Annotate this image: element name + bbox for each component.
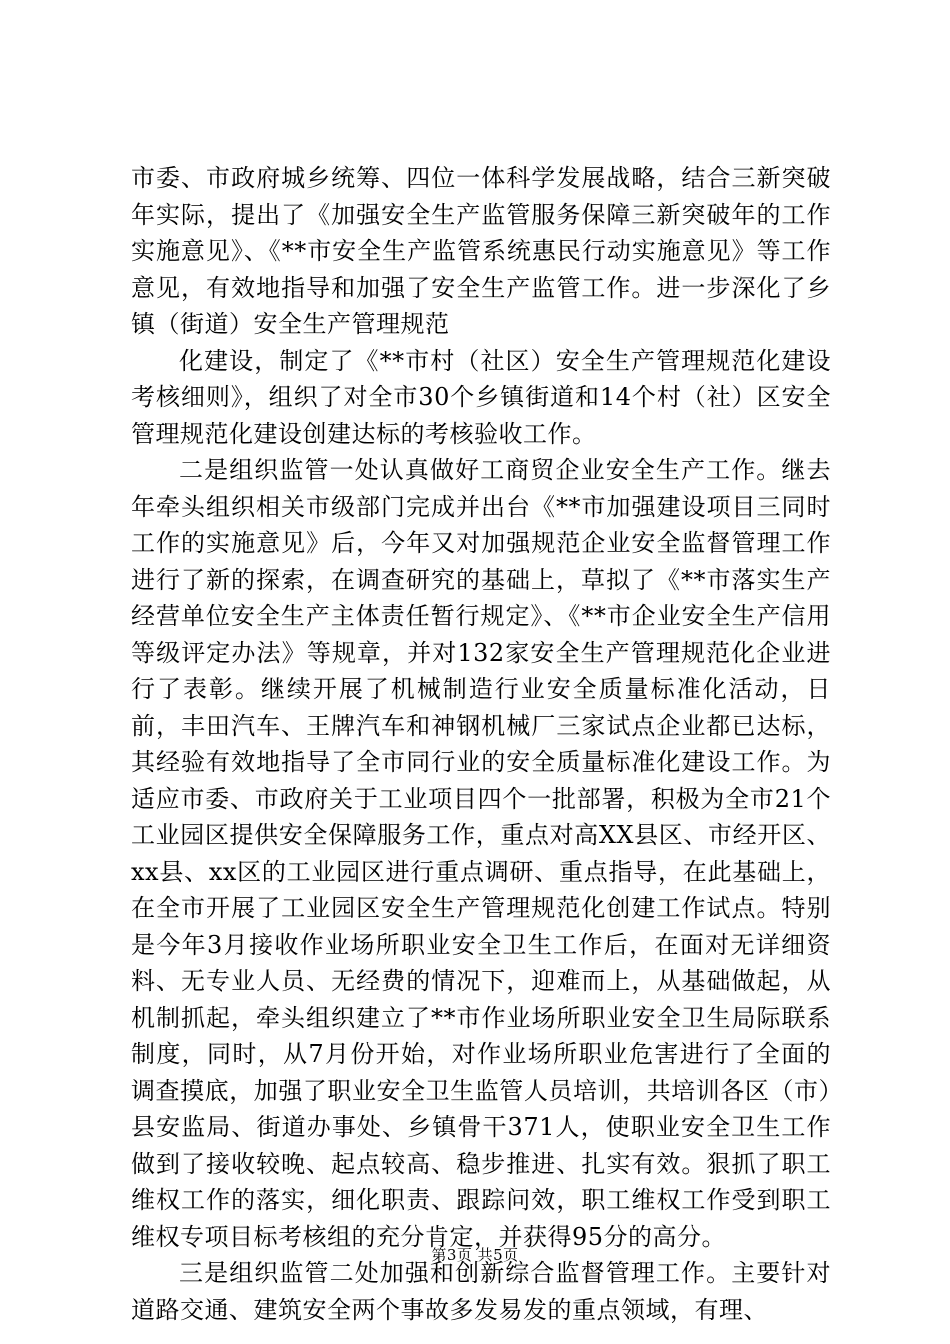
document-body	[131, 160, 831, 1328]
page-number-footer: 第3页 共5页	[431, 1246, 519, 1264]
paragraph-division-two: 三是组织监管二处加强和创新综合监督管理工作。主要针对道路交通、建筑安全两个事故多发易发的重点领域，有理、	[131, 1259, 831, 1324]
paragraph-continuation: 市委、市政府城乡统筹、四位一体科学发展战略，结合三新突破年实际，提出了《加强安全生产监管服务保障三新突破年的工作实施意见》、《**市安全生产监管系统惠民行动实施意见》等工作意见，有效地指导和加强了安全生产监管工作。进一步深化了乡镇（街道）安全生产管理规范	[131, 164, 831, 338]
paragraph-division-one: 二是组织监管一处认真做好工商贸企业安全生产工作。继去年牵头组织相关市级部门完成并出台《**市加强建设项目三同时工作的实施意见》后，今年又对加强规范企业安全监督管理工作进行了新的探索，在调查研究的基础上，草拟了《**市落实生产经营单位安全生产主体责任暂行规定》、《**市企业安全生产信用等级评定办法》等规章，并对132家安全生产管理规范化企业进行了表彰。继续开展了机械制造行业安全质量标准化活动，日前，丰田汽车、王牌汽车和神钢机械厂三家试点企业都已达标，其经验有效地指导了全市同行业的安全质量标准化建设工作。为适应市委、市政府关于工业项目四个一批部署，积极为全市21个工业园区提供安全保障服务工作，重点对高XX县区、市经开区、xx县、xx区的工业园区进行重点调研、重点指导，在此基础上，在全市开展了工业园区安全生产管理规范化创建工作试点。特别是今年3月接收作业场所职业安全卫生工作后，在面对无详细资料、无专业人员、无经费的情况下，迎难而上，从基础做起，从机制抓起，牵头组织建立了**市作业场所职业安全卫生局际联系制度，同时，从7月份开始，对作业场所职业危害进行了全面的调查摸底，加强了职业安全卫生监管人员培训，共培训各区（市）县安监局、街道办事处、乡镇骨干371人，使职业安全卫生工作做到了接收较晚、起点较高、稳步推进、扎实有效。狠抓了职工维权工作的落实，细化职责、跟踪问效，职工维权工作受到职工维权专项目标考核组的充分肯定，并获得95分的高分。	[131, 456, 831, 1251]
paragraph-village-standardization: 化建设，制定了《**市村（社区）安全生产管理规范化建设考核细则》，组织了对全市30个乡镇街道和14个村（社）区安全管理规范化建设创建达标的考核验收工作。	[131, 346, 831, 448]
